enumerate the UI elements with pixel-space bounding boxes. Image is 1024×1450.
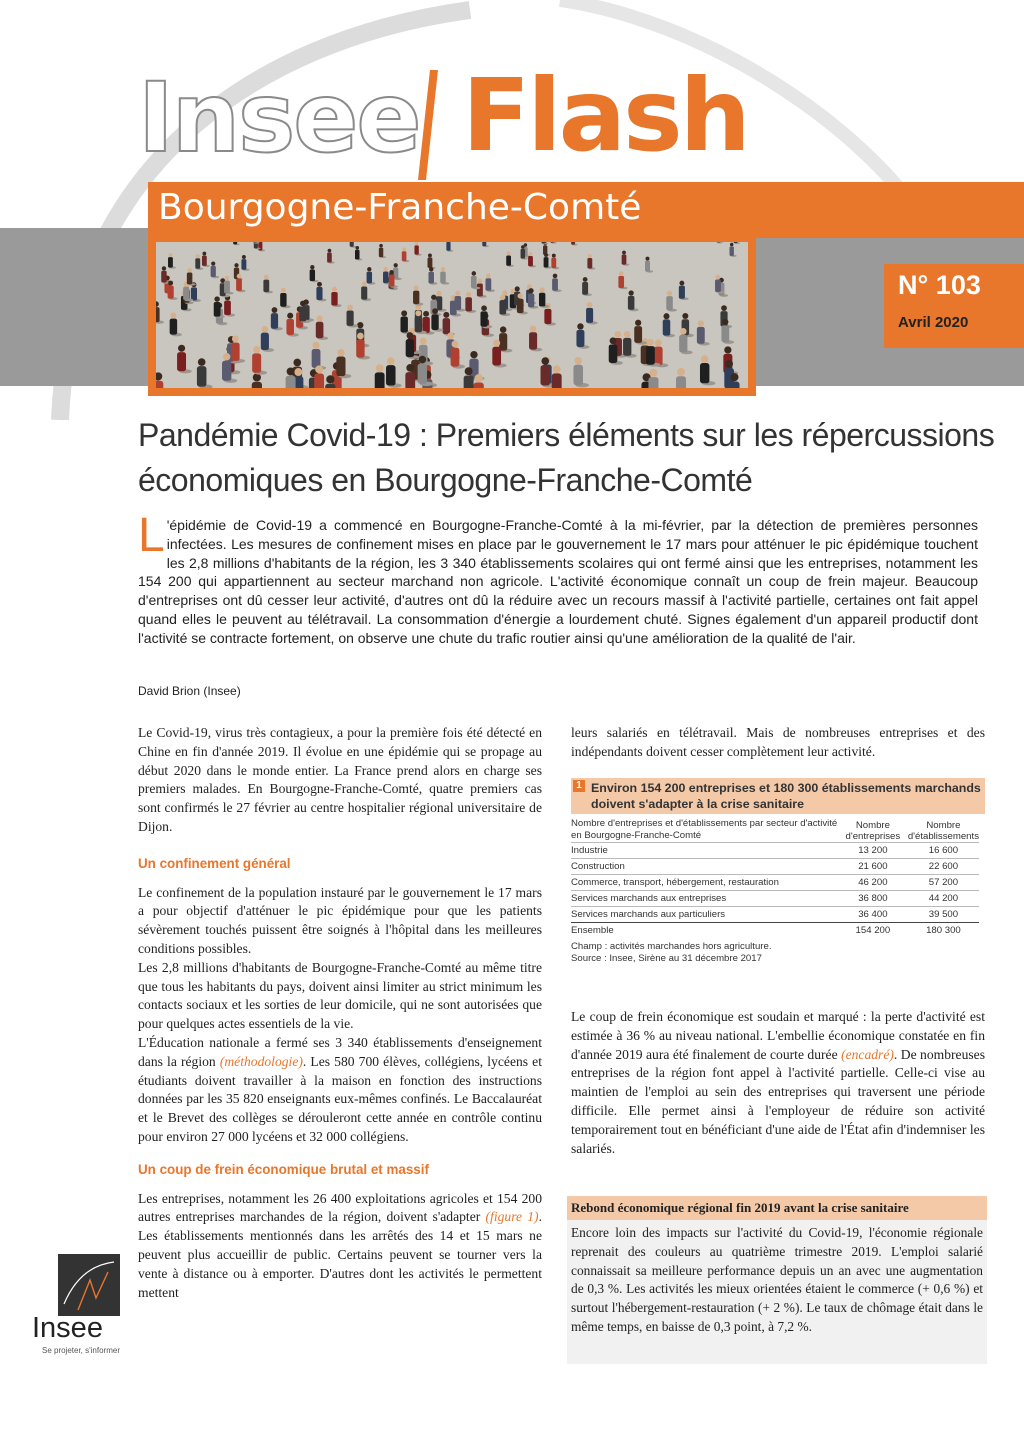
logo-tagline: Se projeter, s'informer xyxy=(41,1346,120,1355)
article-title xyxy=(138,413,998,503)
paragraph: Le Covid-19, virus très contagieux, a pour la première fois été détecté en Chine en fin d'année 2019. Il évolue en une épidémie qui se propage au début 2020 dans le monde entier. La France prend alors en charge ses premiers malades. En Bourgogne-Franche-Comté, quatre premiers cas sont confirmés le 27 février au centre hospitalier régional universitaire de Dijon. xyxy=(138,725,542,834)
title-line-1: Pandémie Covid-19 : Premiers éléments sur les répercussions xyxy=(138,417,995,453)
region-name: Bourgogne-Franche-Comté xyxy=(158,187,642,228)
row-label: Services marchands aux entreprises xyxy=(571,891,838,907)
paragraph: Le confinement de la population instauré par le gouvernement le 17 mars a pour objectif d'atténuer le pic épidémique pour que les patients sévèrement touchés puissent être soignés à l'hôpital dans les meilleures conditions possibles. xyxy=(138,884,542,956)
cell-value: 39 500 xyxy=(908,907,979,923)
col-header-etablissements: Nombre d'établissements xyxy=(907,820,979,842)
crowd-illustration xyxy=(156,242,748,388)
table-caption: Nombre d'entreprises et d'établissements par secteur d'activité en Bourgogne-Franche-Comté xyxy=(571,818,838,841)
masthead-insee: Insee xyxy=(138,62,420,174)
encadre-link[interactable]: (encadré) xyxy=(841,1046,894,1062)
logo-mark xyxy=(58,1254,120,1316)
cell-value: 46 200 xyxy=(838,875,908,891)
logo-mark-icon xyxy=(58,1254,120,1316)
row-label: Industrie xyxy=(571,843,838,859)
insee-logo xyxy=(32,1254,120,1380)
figure-link[interactable]: (figure 1) xyxy=(485,1209,539,1225)
subhead: Un confinement général xyxy=(138,855,291,871)
cell-value: 36 400 xyxy=(838,907,908,923)
crowd-photo xyxy=(156,242,748,388)
drop-cap: L xyxy=(138,509,165,562)
table-row xyxy=(571,859,979,875)
title-line-2: économiques en Bourgogne-Franche-Comté xyxy=(138,462,753,498)
box-title: Rebond économique régional fin 2019 avant la crise sanitaire xyxy=(567,1196,987,1220)
table-row xyxy=(571,843,979,859)
paragraph: Les entreprises, notamment les 26 400 exploitations agricoles et 154 200 autres entreprises marchandes de la région, doivent s'adapter (figure 1). Les établissements mentionnés dans les arrêtés des 14 et 15 mars ne peuvent plus accueillir de public. Certains peuvent se tourner vers la vente à distance ou à emporter. D'autres dont les activités le permettent mettent xyxy=(138,1190,542,1300)
row-label: Commerce, transport, hébergement, restauration xyxy=(571,875,838,891)
logo-wordmark: Insee xyxy=(32,1312,103,1344)
methodology-link[interactable]: (méthodologie) xyxy=(219,1053,303,1069)
cell-value: 16 600 xyxy=(908,843,979,859)
issue-date: Avril 2020 xyxy=(898,314,969,331)
issue-number: N° 103 xyxy=(898,270,981,300)
left-column xyxy=(138,724,542,1302)
lead-paragraph xyxy=(138,509,978,648)
figure-title xyxy=(571,778,985,814)
paragraph: leurs salariés en télétravail. Mais de nombreuses entreprises et des indépendants doivent cesser complètement leur activité. xyxy=(571,725,985,759)
table-row xyxy=(571,875,979,891)
row-label: Construction xyxy=(571,859,838,875)
figure-source: Champ : activités marchandes hors agriculture. Source : Insee, Sirène au 31 décembre 2017 xyxy=(571,941,772,964)
cell-value: 57 200 xyxy=(908,875,979,891)
table-row xyxy=(571,891,979,907)
right-column-middle xyxy=(571,1008,985,1158)
masthead-flash: Flash xyxy=(462,57,748,174)
cell-value: 36 800 xyxy=(838,891,908,907)
row-label: Services marchands aux particuliers xyxy=(571,907,838,923)
author: David Brion (Insee) xyxy=(138,684,241,698)
crowd-photo-frame xyxy=(148,238,756,396)
cell-value: 22 600 xyxy=(908,859,979,875)
lead-text: 'épidémie de Covid-19 a commencé en Bourgogne-Franche-Comté à la mi-février, par la détection de premières personnes infectées. Les mesures de confinement mises en place par le gouvernement le 17 mars pour atténuer le pic épidémique touchent les 2,8 millions d'habitants de la région, les 3 340 établissements scolaires qui ont fermé ainsi que les entreprises, notamment les 154 200 qui appartiennent au secteur marchand non agricole. L'activité économique connaît un coup de frein majeur. Beaucoup d'entreprises ont dû cesser leur activité, d'autres ont dû la réduire avec un recours massif à l'activité partielle, certaines ont fait appel quand elles le peuvent au télétravail. La consommation d'énergie a lourdement chuté. Signes également d'un appareil productif dont l'activité se contracte fortement, on observe une chute du trafic routier ainsi qu'une amélioration de la qualité de l'air. xyxy=(138,517,978,646)
paragraph: Les 2,8 millions d'habitants de Bourgogne-Franche-Comté au même titre que tous les habitants du pays, doivent ainsi limiter au strict minimum les contacts sociaux et les sorties de leur domicile, qui ne sont autorisées que pour quelques actes essentiels de la vie. xyxy=(138,959,542,1032)
table-total-row: Ensemble 154 200 180 300 xyxy=(571,923,979,939)
right-column-top xyxy=(571,724,985,762)
table-head-row xyxy=(571,818,979,843)
cell-value: 21 600 xyxy=(838,859,908,875)
cell-value: 13 200 xyxy=(838,843,908,859)
masthead-slash xyxy=(418,70,438,180)
figure-number: 1 xyxy=(573,780,585,792)
cell-value: 44 200 xyxy=(908,891,979,907)
figure-table xyxy=(571,818,979,965)
figure-title-text: Environ 154 200 entreprises et 180 300 établissements marchands doivent s'adapter à la crise sanitaire xyxy=(591,781,981,811)
table-row xyxy=(571,907,979,923)
paragraph: Le coup de frein économique est soudain et marqué : la perte d'activité est estimée à 36 % au niveau national. L'embellie économique constatée en fin d'année 2019 aura été finalement de courte durée (encadré). De nombreuses entreprises de la région font appel à l'activité partielle. Celle-ci vise au maintien de l'emploi au sein des entreprises qui traversent une période difficile. Elle permet ainsi à l'employeur de réduire son activité temporairement tout en bénéficiant d'une aide de l'État afin d'indemniser les salariés. xyxy=(571,1009,985,1156)
box-text: Encore loin des impacts sur l'activité du Covid-19, l'économie régionale reprenait des couleurs au quatrième trimestre 2019. L'emploi salarié connaissait sa meilleure performance depuis un an avec une augmentation de 0,3 %. Les activités les mieux orientées étaient le commerce (+ 0,6 %) et surtout l'hébergement-restauration (+ 2 %). Le taux de chômage était dans le même temps, en baisse de 0,3 point, à 7,2 %. xyxy=(567,1220,987,1364)
paragraph: L'Éducation nationale a fermé ses 3 340 établissements d'enseignement dans la région (méthodologie). Les 580 700 élèves, collégiens, lycéens et étudiants doivent travailler à la maison en fonction des instructions données par les 35 820 enseignants eux-mêmes confinés. Le Baccalauréat et le Brevet des collèges se dérouleront cette année en contrôle continu pour environ 27 000 lycéens et 32 000 collégiens. xyxy=(138,1034,542,1144)
subhead: Un coup de frein économique brutal et massif xyxy=(138,1161,429,1177)
col-header-entreprises: Nombre d'entreprises xyxy=(845,820,901,842)
